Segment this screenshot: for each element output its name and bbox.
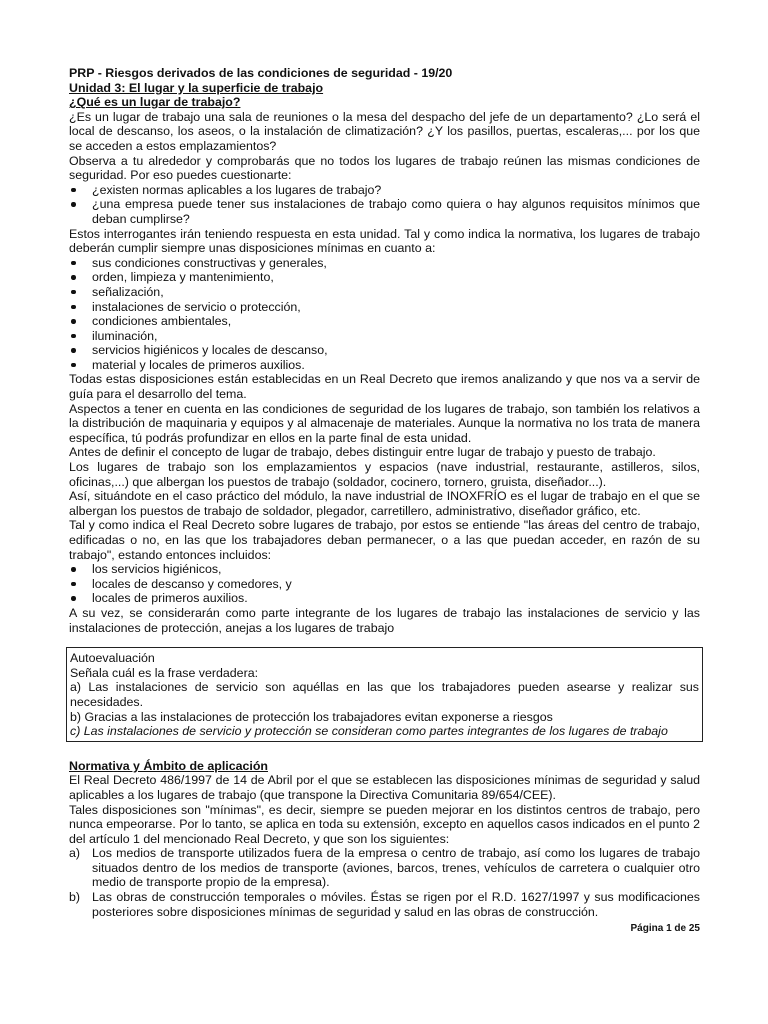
requirements-list	[69, 256, 700, 373]
list-item: los servicios higiénicos,	[69, 562, 700, 577]
list-item: sus condiciones constructivas y generales,	[69, 256, 700, 271]
exceptions-list	[69, 846, 700, 919]
list-marker: b)	[69, 890, 81, 905]
self-assessment-title: Autoevaluación	[70, 651, 155, 666]
list-item: locales de primeros auxilios.	[69, 591, 700, 606]
answer-option-c: c) Las instalaciones de servicio y protección se consideran como partes integrantes de los lugares de trabajo	[70, 724, 668, 739]
paragraph: El Real Decreto 486/1997 de 14 de Abril por el que se establecen las disposiciones mínimas de seguridad y salud aplicables a los lugares de trabajo (que transpone la Directiva Comunitaria 89/654/CEE).	[69, 773, 700, 802]
normativa-heading: Normativa y Ámbito de aplicación	[69, 758, 268, 773]
list-item: servicios higiénicos y locales de descanso,	[69, 343, 700, 358]
list-item: iluminación,	[69, 329, 700, 344]
list-item: condiciones ambientales,	[69, 314, 700, 329]
paragraph: ¿Es un lugar de trabajo una sala de reuniones o la mesa del despacho del jefe de un departamento? ¿Lo será el local de descanso, los aseos, o la instalación de climatización? ¿Y los pasillos, puertas, escaleras,... por los que se acceden a estos emplazamientos?	[69, 109, 700, 153]
paragraph: Los lugares de trabajo son los emplazamientos y espacios (nave industrial, restaurante, astilleros, silos, oficinas,...) que albergan los puestos de trabajo (soldador, cocinero, tornero, gruista, diseñador...).	[69, 460, 700, 489]
list-item: orden, limpieza y mantenimiento,	[69, 270, 700, 285]
list-item: señalización,	[69, 285, 700, 300]
page-number: Página 1 de 25	[630, 923, 700, 934]
questions-list	[69, 183, 700, 227]
paragraph: Todas estas disposiciones están establecidas en un Real Decreto que iremos analizando y que nos va a servir de guía para el desarrollo del tema.	[69, 372, 700, 402]
list-item	[69, 846, 700, 890]
list-marker: a)	[69, 846, 81, 861]
paragraph: Observa a tu alrededor y comprobarás que no todos los lugares de trabajo reúnen las mismas condiciones de seguridad. Por eso puedes cuestionarte:	[69, 153, 700, 183]
self-assessment-box	[66, 647, 703, 742]
paragraph: Aspectos a tener en cuenta en las condiciones de seguridad de los lugares de trabajo, son también los relativos a la distribución de maquinaria y equipos y al almacenaje de materiales. Aunque la normativa no los trata de manera específica, tú podrás profundizar en ellos en la parte final de esta unidad.	[69, 401, 700, 445]
document-title: PRP - Riesgos derivados de las condiciones de seguridad - 19/20	[69, 66, 453, 80]
paragraph: Estos interrogantes irán teniendo respuesta en esta unidad. Tal y como indica la normativa, los lugares de trabajo deberán cumplir siempre unas disposiciones mínimas en cuanto a:	[69, 226, 700, 256]
list-item	[69, 890, 700, 919]
paragraph: Tal y como indica el Real Decreto sobre lugares de trabajo, por estos se entiende "las áreas del centro de trabajo, edificadas o no, en las que los trabajadores deban permanecer, o a las que puedan acceder, en razón de su trabajo", estando entonces incluidos:	[69, 518, 700, 562]
paragraph: Tales disposiciones son "mínimas", es decir, siempre se pueden mejorar en los distintos centros de trabajo, pero nunca empeorarse. Por lo tanto, se aplica en toda su extensión, excepto en aquellos casos indicados en el punto 2 del artículo 1 del mencionado Real Decreto, y que son los siguientes:	[69, 802, 700, 846]
list-item: instalaciones de servicio o protección,	[69, 300, 700, 315]
list-item: material y locales de primeros auxilios.	[69, 358, 700, 373]
paragraph: Así, situándote en el caso práctico del módulo, la nave industrial de INOXFRÍO es el lugar de trabajo en el que se albergan los puestos de trabajo de soldador, plegador, carretillero, administrativo, diseñador gráfico, etc.	[69, 489, 700, 518]
answer-option-a: a) Las instalaciones de servicio son aquéllas en las que los trabajadores pueden asearse y realizar sus necesidades.	[70, 680, 699, 709]
included-list	[69, 562, 700, 606]
list-item: ¿existen normas aplicables a los lugares de trabajo?	[69, 183, 700, 198]
list-item: locales de descanso y comedores, y	[69, 577, 700, 592]
list-item-text: Los medios de transporte utilizados fuera de la empresa o centro de trabajo, así como los lugares de trabajo situados dentro de los medios de transporte (aviones, barcos, trenes, vehículos de carretera o cualquier otro medio de transporte propio de la empresa).	[92, 846, 700, 890]
answer-option-b: b) Gracias a las instalaciones de protección los trabajadores evitan exponerse a riesgos	[70, 709, 553, 724]
document-page	[69, 66, 700, 919]
section-question-heading: ¿Qué es un lugar de trabajo?	[69, 95, 241, 110]
unit-heading: Unidad 3: El lugar y la superficie de trabajo	[69, 80, 324, 95]
paragraph: A su vez, se considerarán como parte integrante de los lugares de trabajo las instalaciones de servicio y las instalaciones de protección, anejas a los lugares de trabajo	[69, 605, 700, 635]
list-item-text: Las obras de construcción temporales o móviles. Éstas se rigen por el R.D. 1627/1997 y sus modificaciones posteriores sobre disposiciones mínimas de seguridad y salud en las obras de construcción.	[92, 890, 700, 919]
self-assessment-prompt: Señala cuál es la frase verdadera:	[70, 665, 259, 680]
list-item: ¿una empresa puede tener sus instalaciones de trabajo como quiera o hay algunos requisitos mínimos que deban cumplirse?	[69, 197, 700, 226]
paragraph: Antes de definir el concepto de lugar de trabajo, debes distinguir entre lugar de trabajo y puesto de trabajo.	[69, 445, 656, 460]
